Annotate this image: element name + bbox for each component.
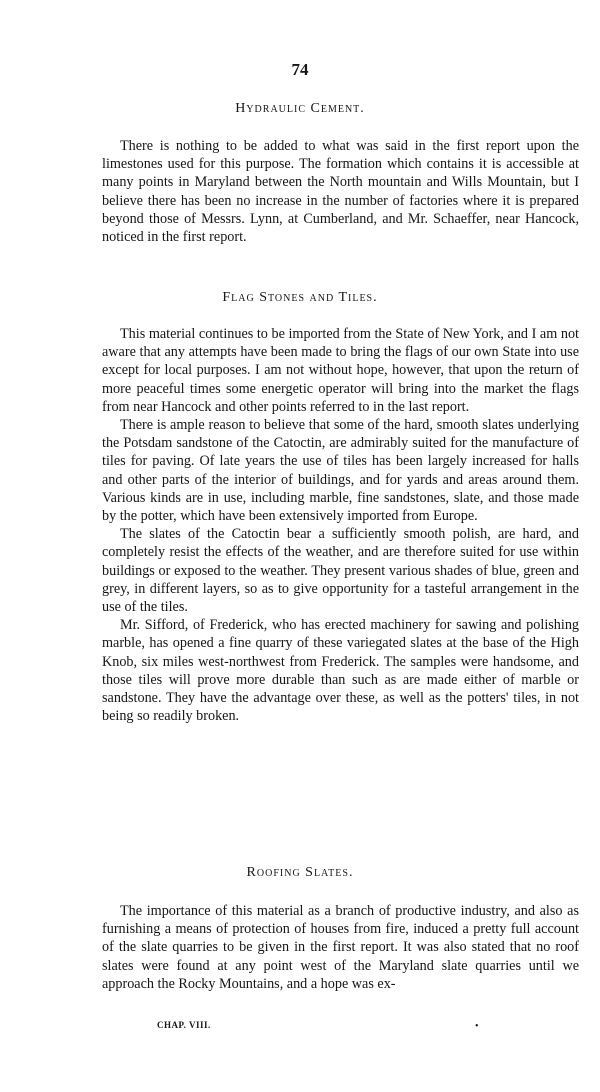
signature-mark: CHAP. VIII. bbox=[157, 1020, 211, 1030]
section-heading-hydraulic-cement: Hydraulic Cement. bbox=[235, 101, 365, 116]
paragraph: Mr. Sifford, of Frederick, who has erected machinery for sawing and polishing marble, has opened a fine quarry of these variegated slates at the base of the High Knob, six miles west-northwest from Frederick. The samples were handsome, and those tiles will prove more durable than such as are made either of marble or sandstone. They have the advantage over these, as well as the potters' tiles, in not being so readily broken. bbox=[102, 617, 579, 725]
paragraph: There is ample reason to believe that some of the hard, smooth slates underlying the Potsdam sandstone of the Catoctin, are admirably suited for the manufacture of tiles for paving. Of late years the use of tiles has been largely increased for halls and other parts of the interior of buildings, and for yards and areas around them. Various kinds are in use, including marble, fine sandstones, slate, and those made by the potter, which have been extensively imported from Europe. bbox=[102, 417, 579, 525]
dot-mark: • bbox=[475, 1021, 479, 1032]
page-number: 74 bbox=[291, 60, 309, 79]
section-heading-flag-stones: Flag Stones and Tiles. bbox=[222, 290, 378, 305]
section-body-roofing-slates bbox=[102, 902, 579, 993]
paragraph: The importance of this material as a branch of productive industry, and also as furnishing a means of protection of houses from fire, induced a pretty full account of the slate quarries to be given in the first report. It was also stated that no roof slates were found at any point west of the Maryland slate quarries until we approach the Rocky Mountains, and a hope was ex- bbox=[102, 903, 579, 992]
section-body-hydraulic-cement bbox=[102, 137, 579, 246]
paragraph: This material continues to be imported from the State of New York, and I am not aware that any attempts have been made to bring the flags of our own State into use except for local purposes. I am not without hope, however, that upon the return of more peaceful times some energetic operator will bring into the market the flags from near Hancock and other points referred to in the last report. bbox=[102, 326, 579, 415]
section-body-flag-stones bbox=[102, 325, 579, 725]
paragraph: The slates of the Catoctin bear a sufficiently smooth polish, are hard, and completely resist the effects of the weather, and are therefore suited for use within buildings or exposed to the weather. They present various shades of blue, green and grey, in different layers, so as to give opportunity for a tasteful arrangement in the use of the tiles. bbox=[102, 526, 579, 616]
section-heading-roofing-slates: Roofing Slates. bbox=[246, 865, 354, 880]
paragraph: There is nothing to be added to what was said in the first report upon the limestones used for this purpose. The formation which contains it is accessible at many points in Maryland between the North mountain and Wills Mountain, but I believe there has been no increase in the number of factories where it is prepared beyond those of Messrs. Lynn, at Cumberland, and Mr. Schaeffer, near Hancock, noticed in the first report. bbox=[102, 138, 579, 246]
